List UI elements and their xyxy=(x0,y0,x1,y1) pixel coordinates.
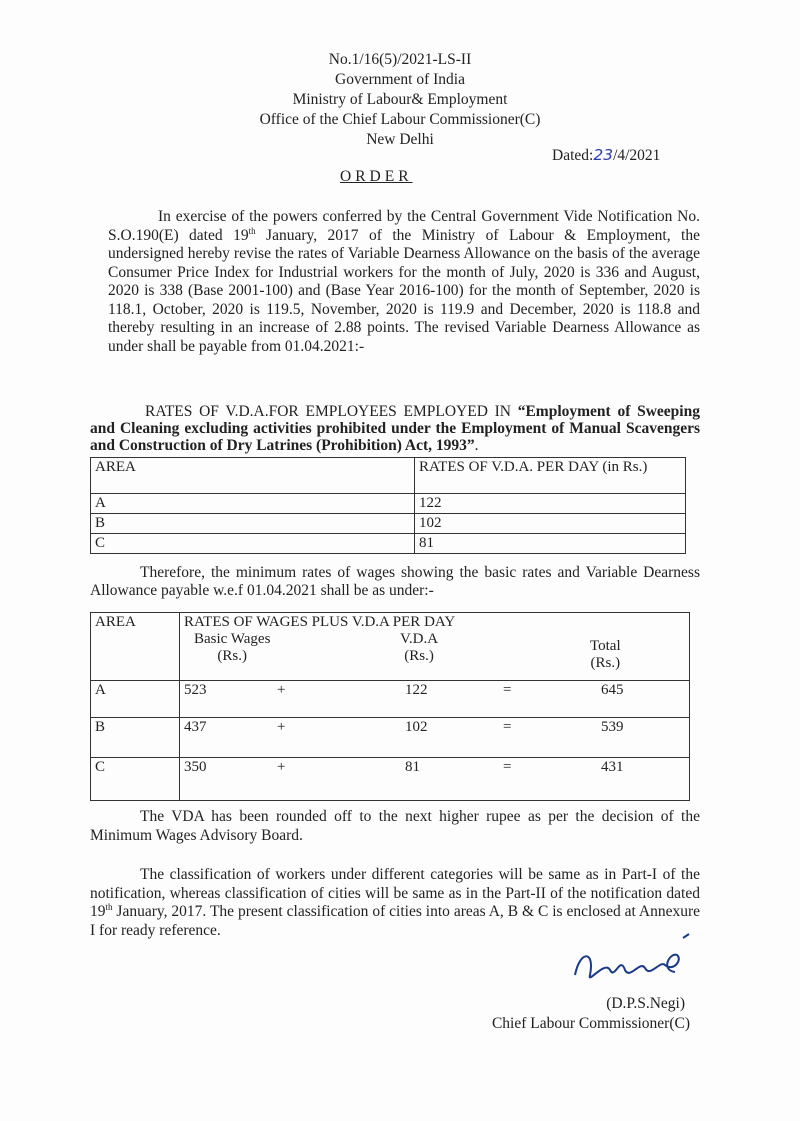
signatory-block xyxy=(0,994,690,1034)
signatory-designation: Chief Labour Commissioner(C) xyxy=(491,1015,690,1032)
text: The VDA has been rounded off to the next higher rupee as per the decision of the Minimum Wages Advisory Board. xyxy=(90,808,700,844)
area: C xyxy=(91,534,415,554)
text: In exercise of the powers conferred by the Central Government Vide Notification No. S.O.190(E) dated 19 xyxy=(108,208,700,244)
table-row xyxy=(91,758,690,801)
rounding-paragraph xyxy=(90,808,700,845)
handwritten-day: 23 xyxy=(593,146,614,164)
vda: 81 xyxy=(401,758,499,801)
text: January, 2017 of the Ministry of Labour & Employment, the undersigned hereby revise the rates of Variable Dearness Allowance on the basis of the average Consumer Price Index for Industrial workers for the month of July, 2020 is 336 and August, 2020 is 338 (Base 2001-100) and (Base Year 2016-100) for the month of September, 2020 is 118.1, October, 2020 is 119.5, November, 2020 is 119.9 and December, 2020 is 118.8 and thereby resulting in an increase of 2.88 points. The revised Variable Dearness Allowance as under shall be payable from 01.04.2021:- xyxy=(108,226,700,355)
text: Therefore, the minimum rates of wages showing the basic rates and Variable Dearness Allowance payable w.e.f 01.04.2021 shall be as under:- xyxy=(90,564,700,599)
equals: = xyxy=(499,758,597,801)
equals: = xyxy=(499,681,597,718)
header-area: AREA xyxy=(91,613,180,681)
dated-rest: /4/2021 xyxy=(613,147,661,164)
wages-table xyxy=(90,612,690,801)
signature xyxy=(565,930,695,995)
area: C xyxy=(91,758,180,801)
rate: 122 xyxy=(415,494,686,514)
total: 645 xyxy=(597,681,690,718)
table-row xyxy=(91,718,690,758)
vda-table xyxy=(90,457,686,554)
table-row xyxy=(91,534,686,554)
equals: = xyxy=(499,718,597,758)
table-row xyxy=(91,514,686,534)
unit: (Rs.) xyxy=(590,655,621,671)
label: Total xyxy=(590,638,621,654)
sup: th xyxy=(248,225,256,236)
basic: 523 xyxy=(180,681,274,718)
text: The classification of workers under different categories will be same as in Part-I of the notification, whereas classification of cities will be same as in the Part-II of the notification dated 19 xyxy=(90,866,700,920)
letterhead xyxy=(0,50,800,150)
vda: 102 xyxy=(401,718,499,758)
order-paragraph xyxy=(108,208,700,356)
basic: 437 xyxy=(180,718,274,758)
therefore-paragraph xyxy=(90,564,700,600)
plus: + xyxy=(273,758,401,801)
label: Basic Wages xyxy=(194,631,271,647)
col-vda xyxy=(400,631,438,665)
table-row xyxy=(91,494,686,514)
ministry-line: Ministry of Labour& Employment xyxy=(292,91,508,108)
col-basic xyxy=(194,631,270,665)
group-title: RATES OF WAGES PLUS V.D.A PER DAY xyxy=(184,614,456,630)
area: A xyxy=(91,494,415,514)
unit: (Rs.) xyxy=(404,648,434,664)
file-number: No.1/16(5)/2021-LS-II xyxy=(328,51,472,68)
text: . xyxy=(474,437,479,454)
signatory-name: (D.P.S.Negi) xyxy=(606,995,685,1012)
classification-paragraph xyxy=(90,866,700,940)
label: V.D.A xyxy=(400,631,439,647)
header-group xyxy=(180,613,690,681)
unit: (Rs.) xyxy=(217,648,247,664)
rate: 81 xyxy=(415,534,686,554)
office-line: Office of the Chief Labour Commissioner(C) xyxy=(259,111,541,128)
city-line: New Delhi xyxy=(366,131,434,148)
vda: 122 xyxy=(401,681,499,718)
header-rate: RATES OF V.D.A. PER DAY (in Rs.) xyxy=(415,458,686,494)
order-title: ORDER xyxy=(340,168,413,185)
dated xyxy=(552,146,660,165)
sup: th xyxy=(105,901,113,912)
area: A xyxy=(91,681,180,718)
govt-line: Government of India xyxy=(335,71,465,88)
text: January, 2017. The present classification of cities into areas A, B & C is enclosed at Annexure I for ready reference. xyxy=(90,903,700,939)
dated-label: Dated: xyxy=(552,147,594,164)
plus: + xyxy=(273,718,401,758)
plus: + xyxy=(273,681,401,718)
area: B xyxy=(91,718,180,758)
area: B xyxy=(91,514,415,534)
basic: 350 xyxy=(180,758,274,801)
text: RATES OF V.D.A.FOR EMPLOYEES EMPLOYED IN xyxy=(145,403,518,420)
total: 431 xyxy=(597,758,690,801)
total: 539 xyxy=(597,718,690,758)
vda-heading xyxy=(90,403,700,454)
table-row xyxy=(91,681,690,718)
header-area: AREA xyxy=(91,458,415,494)
act-name: “Employment of Sweeping and Cleaning excluding activities prohibited under the Employment of Manual Scavengers and Construction of Dry Latrines (Prohibition) Act, 1993” xyxy=(90,403,700,454)
col-total xyxy=(590,638,621,672)
rate: 102 xyxy=(415,514,686,534)
